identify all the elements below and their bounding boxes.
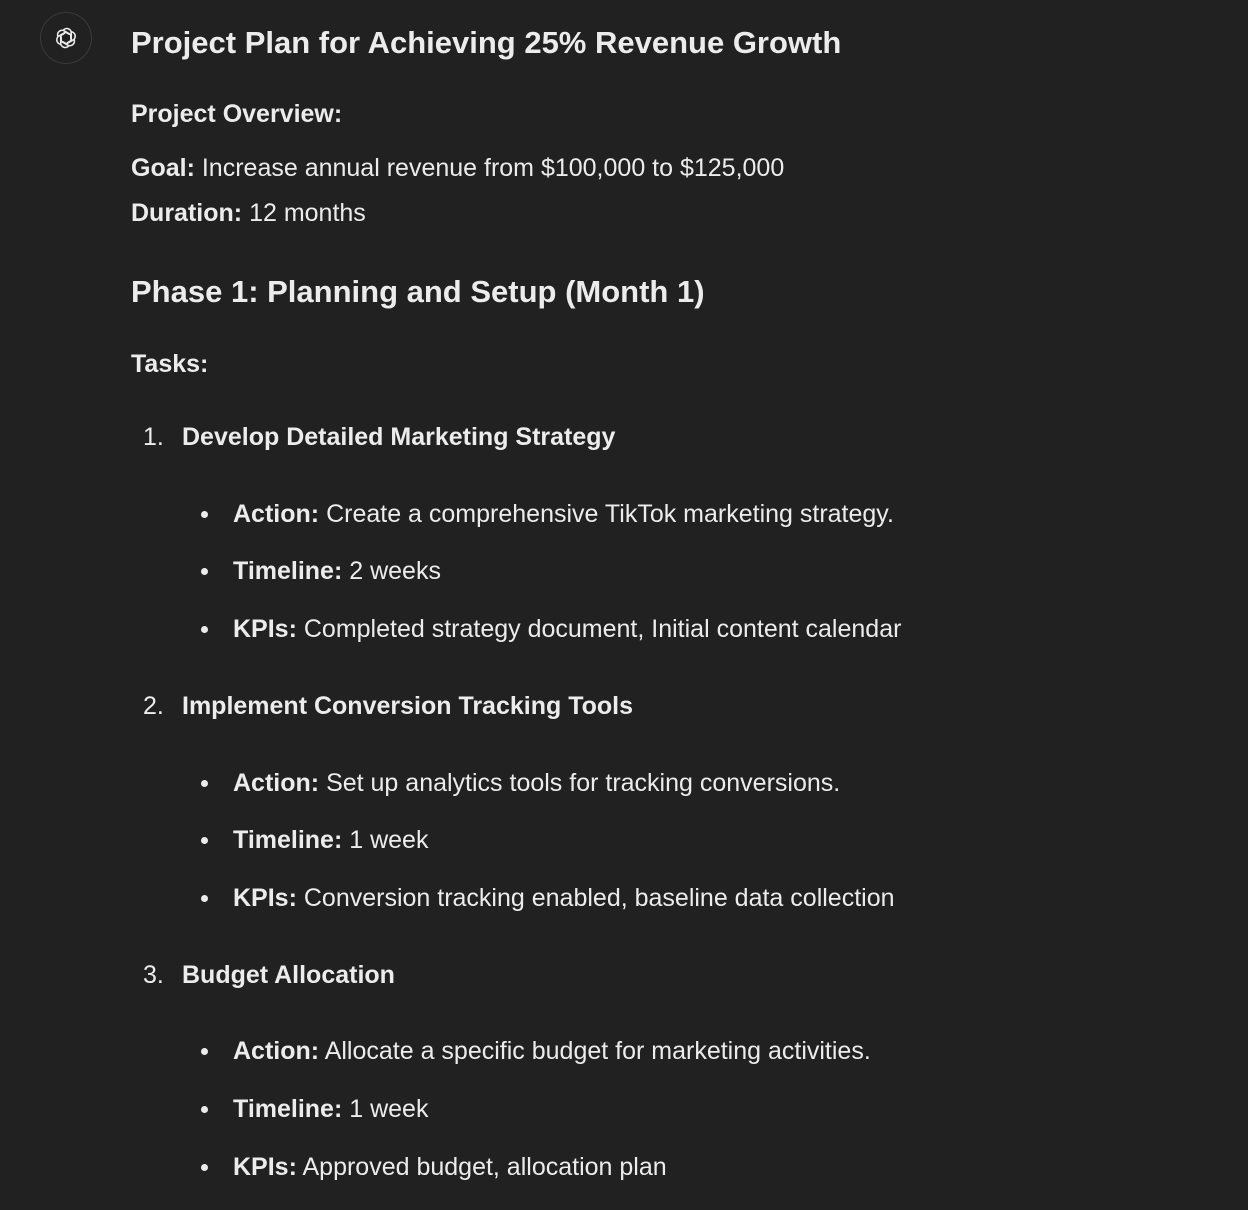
goal-line	[131, 152, 784, 184]
goal-label: Goal:	[131, 154, 195, 182]
response-title: Project Plan for Achieving 25% Revenue Growth	[131, 25, 842, 60]
bullet-value: 2 weeks	[349, 557, 441, 585]
tasks-label-text: Tasks:	[131, 350, 209, 378]
bullet-label: KPIs:	[233, 615, 297, 643]
bullet-value: Completed strategy document, Initial content calendar	[303, 615, 902, 643]
assistant-avatar	[40, 12, 92, 64]
bullet-value: 1 week	[349, 1095, 429, 1123]
duration-value: 12 months	[249, 199, 366, 227]
tasks-label	[131, 348, 208, 380]
openai-logo-icon	[51, 23, 81, 53]
duration-line	[131, 197, 366, 229]
bullet-icon	[201, 568, 208, 575]
bullet-icon	[201, 626, 208, 633]
phase-heading: Phase 1: Planning and Setup (Month 1)	[131, 274, 705, 309]
bullet-value: Conversion tracking enabled, baseline data collection	[303, 884, 895, 912]
bullet-label: Action:	[233, 1037, 320, 1065]
bullet-label: KPIs:	[233, 884, 297, 912]
duration-label: Duration:	[131, 199, 243, 227]
overview-heading	[131, 98, 342, 130]
bullet-value: Allocate a specific budget for marketing activities.	[324, 1037, 871, 1065]
task-number: 2.	[143, 692, 164, 720]
bullet-label: Action:	[233, 769, 320, 797]
overview-heading-text: Project Overview:	[131, 100, 343, 128]
bullet-icon	[201, 895, 208, 902]
bullet-icon	[201, 511, 208, 518]
bullet-icon	[201, 1164, 208, 1171]
bullet-value: Set up analytics tools for tracking conversions.	[326, 769, 841, 797]
task-number: 1.	[143, 423, 164, 451]
bullet-value: Approved budget, allocation plan	[302, 1153, 667, 1181]
task-title: Budget Allocation	[182, 961, 395, 989]
bullet-value: 1 week	[349, 826, 429, 854]
task-title: Implement Conversion Tracking Tools	[182, 692, 634, 720]
task-number: 3.	[143, 961, 164, 989]
bullet-label: KPIs:	[233, 1153, 297, 1181]
bullet-label: Timeline:	[233, 826, 343, 854]
bullet-icon	[201, 837, 208, 844]
task-title: Develop Detailed Marketing Strategy	[182, 423, 616, 451]
bullet-label: Timeline:	[233, 557, 343, 585]
bullet-icon	[201, 1106, 208, 1113]
bullet-icon	[201, 780, 208, 787]
bullet-label: Action:	[233, 500, 320, 528]
bullet-label: Timeline:	[233, 1095, 343, 1123]
bullet-value: Create a comprehensive TikTok marketing strategy.	[326, 500, 894, 528]
bullet-icon	[201, 1048, 208, 1055]
goal-value: Increase annual revenue from $100,000 to $125,000	[201, 154, 785, 182]
